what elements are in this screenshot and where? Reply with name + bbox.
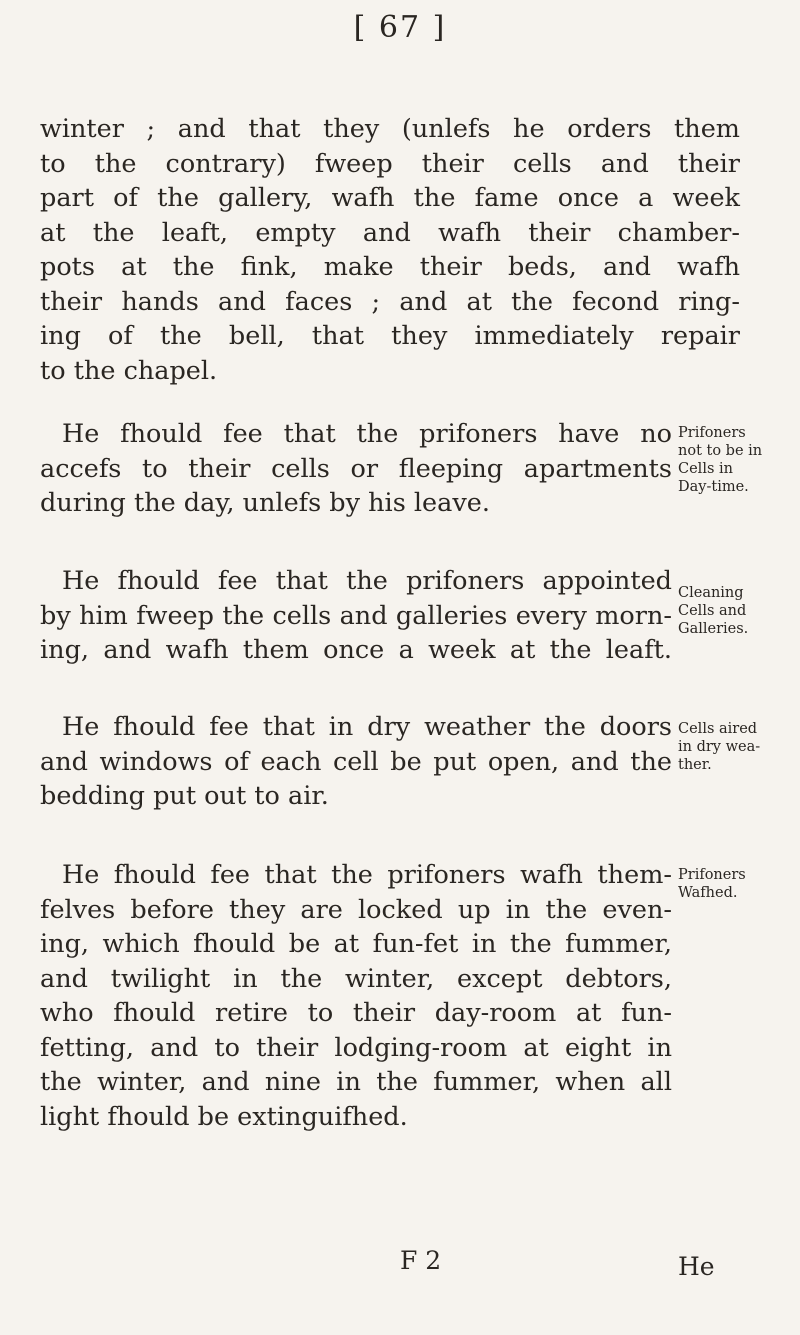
page-number: [ 67 ] [353,10,447,45]
text-line: ing, and wafh them once a week at the leaft. [40,635,672,665]
text-line: ing of the bell, that they immediately repair [40,321,740,351]
text-line: He fhould fee that the prifoners appointed [62,566,672,596]
paragraph-3 [40,564,672,668]
text-line: felves before they are locked up in the even- [40,894,672,925]
note-line: Wafhed. [678,885,738,901]
text-line: He fhould fee that the prifoners have no [62,419,672,449]
text-line: and twilight in the winter, except debtors, [40,963,672,994]
margin-note-1 [678,424,798,496]
text-line: to the contrary) fweep their cells and their [40,148,740,179]
text-line: at the leaft, empty and wafh their chamber- [40,217,740,248]
text-line: He fhould fee that the prifoners wafh them- [62,860,672,890]
text-line: bedding put out to air. [40,781,329,811]
margin-note-2 [678,584,798,638]
note-line: Prifoners [678,867,746,883]
note-line: Cleaning [678,585,744,601]
note-line: Cells aired [678,721,758,737]
text-line: winter ; and that they (unlefs he orders them [40,114,740,144]
text-line: who fhould retire to their day-room at fun- [40,998,672,1028]
catchword: He [678,1252,715,1281]
note-line: Prifoners [678,425,746,441]
text-line: during the day, unlefs by his leave. [40,488,490,518]
text-line: by him fweep the cells and galleries every morn- [40,600,672,631]
note-line: ther. [678,757,712,773]
note-line: Day-time. [678,479,749,495]
paragraph-2 [40,417,672,521]
note-line: Galleries. [678,621,749,637]
text-line: He fhould fee that in dry weather the doors [62,712,672,742]
margin-note-4 [678,866,798,902]
text-line: ing, which fhould be at fun-fet in the fummer, [40,929,672,959]
signature-mark: F 2 [400,1246,442,1275]
text-line: pots at the fink, make their beds, and wafh [40,252,740,282]
note-line: not to be in [678,443,763,459]
note-line: Cells in [678,461,733,477]
paragraph-4 [40,710,672,814]
note-line: in dry wea- [678,739,761,755]
text-line: and windows of each cell be put open, and the [40,746,672,777]
paragraph-5 [40,858,672,1134]
text-line: their hands and faces ; and at the fecond ring- [40,286,740,317]
text-line: accefs to their cells or fleeping apartments [40,453,672,484]
margin-note-3 [678,720,798,774]
text-line: the winter, and nine in the fummer, when all [40,1067,672,1097]
text-line: fetting, and to their lodging-room at eight in [40,1032,672,1063]
paragraph-1 [40,112,740,388]
text-line: part of the gallery, wafh the fame once a week [40,183,740,213]
text-line: to the chapel. [40,355,218,386]
text-line: light fhould be extinguifhed. [40,1101,408,1132]
note-line: Cells and [678,603,747,619]
